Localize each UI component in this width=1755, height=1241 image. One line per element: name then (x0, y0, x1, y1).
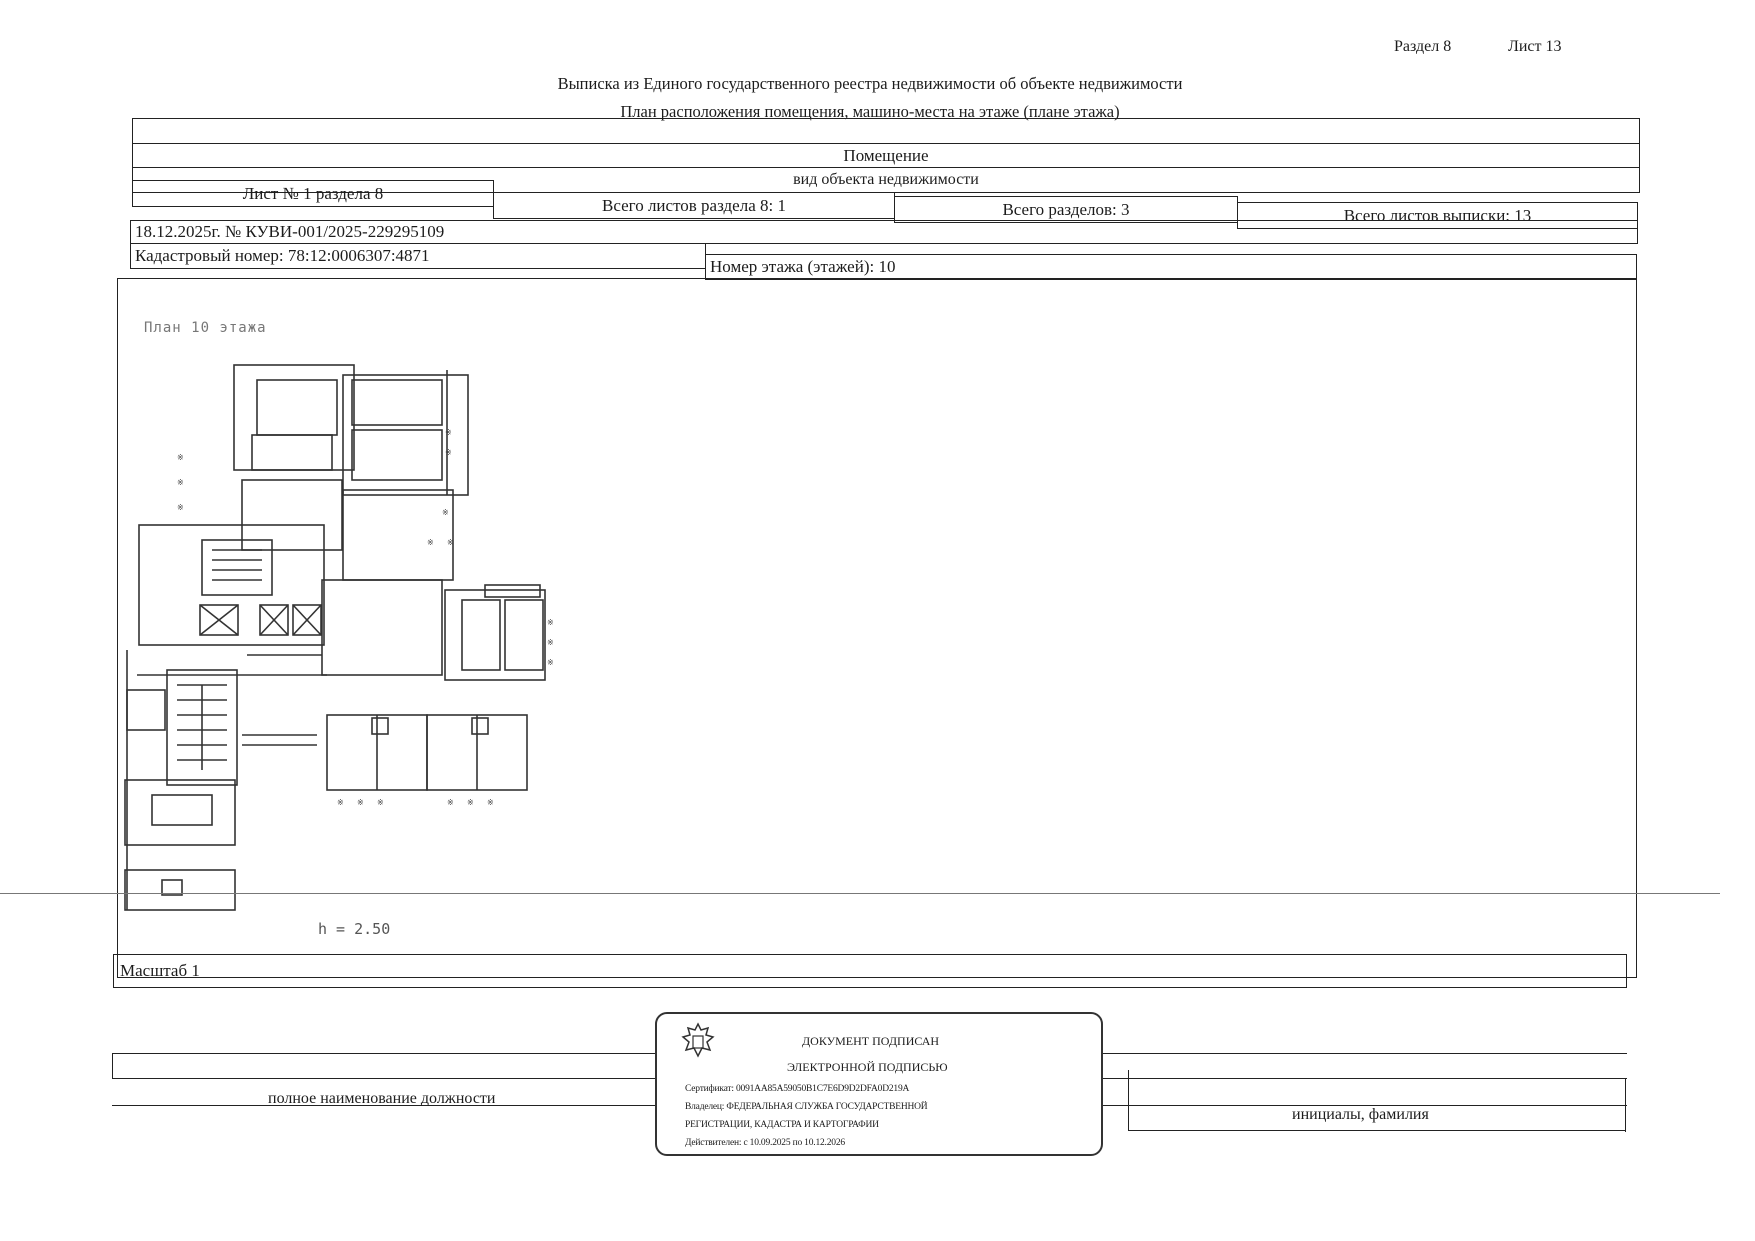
svg-text:※: ※ (445, 428, 452, 437)
svg-text:※: ※ (337, 798, 344, 807)
sig-left-border (112, 1053, 113, 1079)
sig-mid-border (1128, 1070, 1129, 1130)
svg-text:※: ※ (487, 798, 494, 807)
emblem-icon (677, 1020, 719, 1064)
stamp-line1: ДОКУМЕНТ ПОДПИСАН (802, 1034, 940, 1048)
svg-text:※: ※ (357, 798, 364, 807)
stamp-owner2: РЕГИСТРАЦИИ, КАДАСТРА И КАРТОГРАФИИ (685, 1120, 879, 1130)
stamp-owner1: Владелец: ФЕДЕРАЛЬНАЯ СЛУЖБА ГОСУДАРСТВЕННОЙ (685, 1102, 928, 1112)
svg-text:※: ※ (547, 618, 554, 627)
stamp-certificate: Сертификат: 0091AA85A59050B1C7E6D9D2DFA0D219A (685, 1084, 910, 1094)
plan-title: План 10 этажа (144, 320, 267, 336)
svg-text:※: ※ (467, 798, 474, 807)
svg-text:※: ※ (177, 503, 184, 512)
floor-plan-drawing (117, 350, 617, 950)
svg-text:※: ※ (177, 478, 184, 487)
scan-line (0, 893, 1720, 894)
sheet-number: Лист 13 (1508, 38, 1562, 55)
record-date-number: 18.12.2025г. № КУВИ-001/2025-229295109 (130, 220, 1638, 244)
svg-text:※: ※ (427, 538, 434, 547)
svg-text:※: ※ (547, 658, 554, 667)
top-frame (132, 118, 1640, 144)
stamp-line2: ЭЛЕКТРОННОЙ ПОДПИСЬЮ (787, 1060, 948, 1074)
object-type-caption: вид объекта недвижимости (132, 167, 1640, 193)
svg-text:※: ※ (442, 508, 449, 517)
floor-number: Номер этажа (этажей): 10 (705, 254, 1637, 280)
name-caption: инициалы, фамилия (1292, 1106, 1429, 1123)
document-title: Выписка из Единого государственного реестра недвижимости об объекте недвижимости (557, 74, 1183, 93)
total-sections-cell: Всего разделов: 3 (894, 196, 1238, 223)
svg-text:※: ※ (447, 538, 454, 547)
total-section-sheets-cell: Всего листов раздела 8: 1 (493, 192, 895, 219)
svg-text:※: ※ (177, 453, 184, 462)
stamp-validity: Действителен: с 10.09.2025 по 10.12.2026 (685, 1138, 845, 1148)
position-caption: полное наименование должности (268, 1090, 496, 1107)
svg-text:※: ※ (547, 638, 554, 647)
svg-text:※: ※ (445, 448, 452, 457)
sheet-no-cell: Лист № 1 раздела 8 (132, 180, 494, 207)
object-type: Помещение (132, 143, 1640, 168)
section-number: Раздел 8 (1394, 38, 1452, 55)
scale-cell: Масштаб 1 (113, 954, 1627, 988)
e-signature-stamp (655, 1012, 1103, 1156)
svg-text:※: ※ (447, 798, 454, 807)
document-subtitle: План расположения помещения, машино-места на этаже (плане этажа) (620, 102, 1120, 121)
cadastral-number: Кадастровый номер: 78:12:0006307:4871 (130, 243, 706, 269)
svg-text:※: ※ (377, 798, 384, 807)
ceiling-height: h = 2.50 (318, 920, 391, 938)
total-extract-sheets-cell: Всего листов выписки: 13 (1237, 202, 1638, 229)
sig-bottom-line (1128, 1130, 1626, 1131)
